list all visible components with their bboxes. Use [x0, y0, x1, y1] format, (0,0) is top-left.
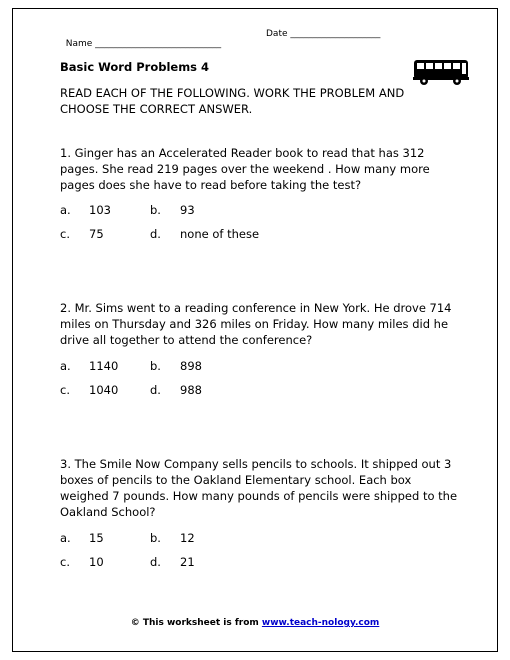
choice-value: 12	[180, 531, 195, 545]
choice-value: 10	[89, 555, 104, 569]
choice-value: 1140	[89, 359, 119, 373]
choice-value: 21	[180, 555, 195, 569]
problem-1-text: 1. Ginger has an Accelerated Reader book to read that has 312 pages. She read 219 pages over the weekend . How many more pages does she have to read before taking the test?	[60, 146, 430, 192]
instructions: READ EACH OF THE FOLLOWING. WORK THE PROBLEM AND CHOOSE THE CORRECT ANSWER.	[60, 86, 405, 116]
choice-value: none of these	[180, 227, 260, 241]
choice-letter: d.	[150, 555, 161, 569]
problem-2-text: 2. Mr. Sims went to a reading conference in New York. He drove 714 miles on Thursday and 326 miles on Friday. How many miles did he drive all together to attend the conference?	[60, 301, 452, 347]
choice-value: 75	[89, 227, 104, 241]
bus-icon	[413, 58, 469, 86]
choice-letter: b.	[150, 203, 161, 217]
choice-letter: c.	[60, 383, 70, 397]
choice-letter: b.	[150, 531, 161, 545]
choice-letter: c.	[60, 227, 70, 241]
choice-letter: d.	[150, 227, 161, 241]
choice-value: 988	[180, 383, 202, 397]
choice-letter: a.	[60, 203, 71, 217]
footer-link[interactable]: www.teach-nology.com	[261, 618, 380, 628]
header-fields	[60, 29, 381, 59]
choice-letter: a.	[60, 359, 71, 373]
choice-letter: d.	[150, 383, 161, 397]
date-field-label: Date ____________________	[266, 29, 381, 39]
footer	[0, 618, 510, 628]
choice-value: 1040	[89, 383, 119, 397]
choice-letter: a.	[60, 531, 71, 545]
worksheet-title: Basic Word Problems 4	[60, 60, 210, 74]
choice-value: 898	[180, 359, 202, 373]
choice-value: 103	[89, 203, 111, 217]
name-field-label: Name ____________________________	[65, 39, 222, 49]
choice-value: 93	[180, 203, 195, 217]
choice-letter: c.	[60, 555, 70, 569]
choice-value: 15	[89, 531, 104, 545]
problem-3-text: 3. The Smile Now Company sells pencils to schools. It shipped out 3 boxes of pencils to the Oakland Elementary school. Each box weighed 7 pounds. How many pounds of pencils were shipped to the Oakland School?	[60, 457, 458, 519]
footer-text: © This worksheet is from	[130, 618, 262, 628]
choice-letter: b.	[150, 359, 161, 373]
